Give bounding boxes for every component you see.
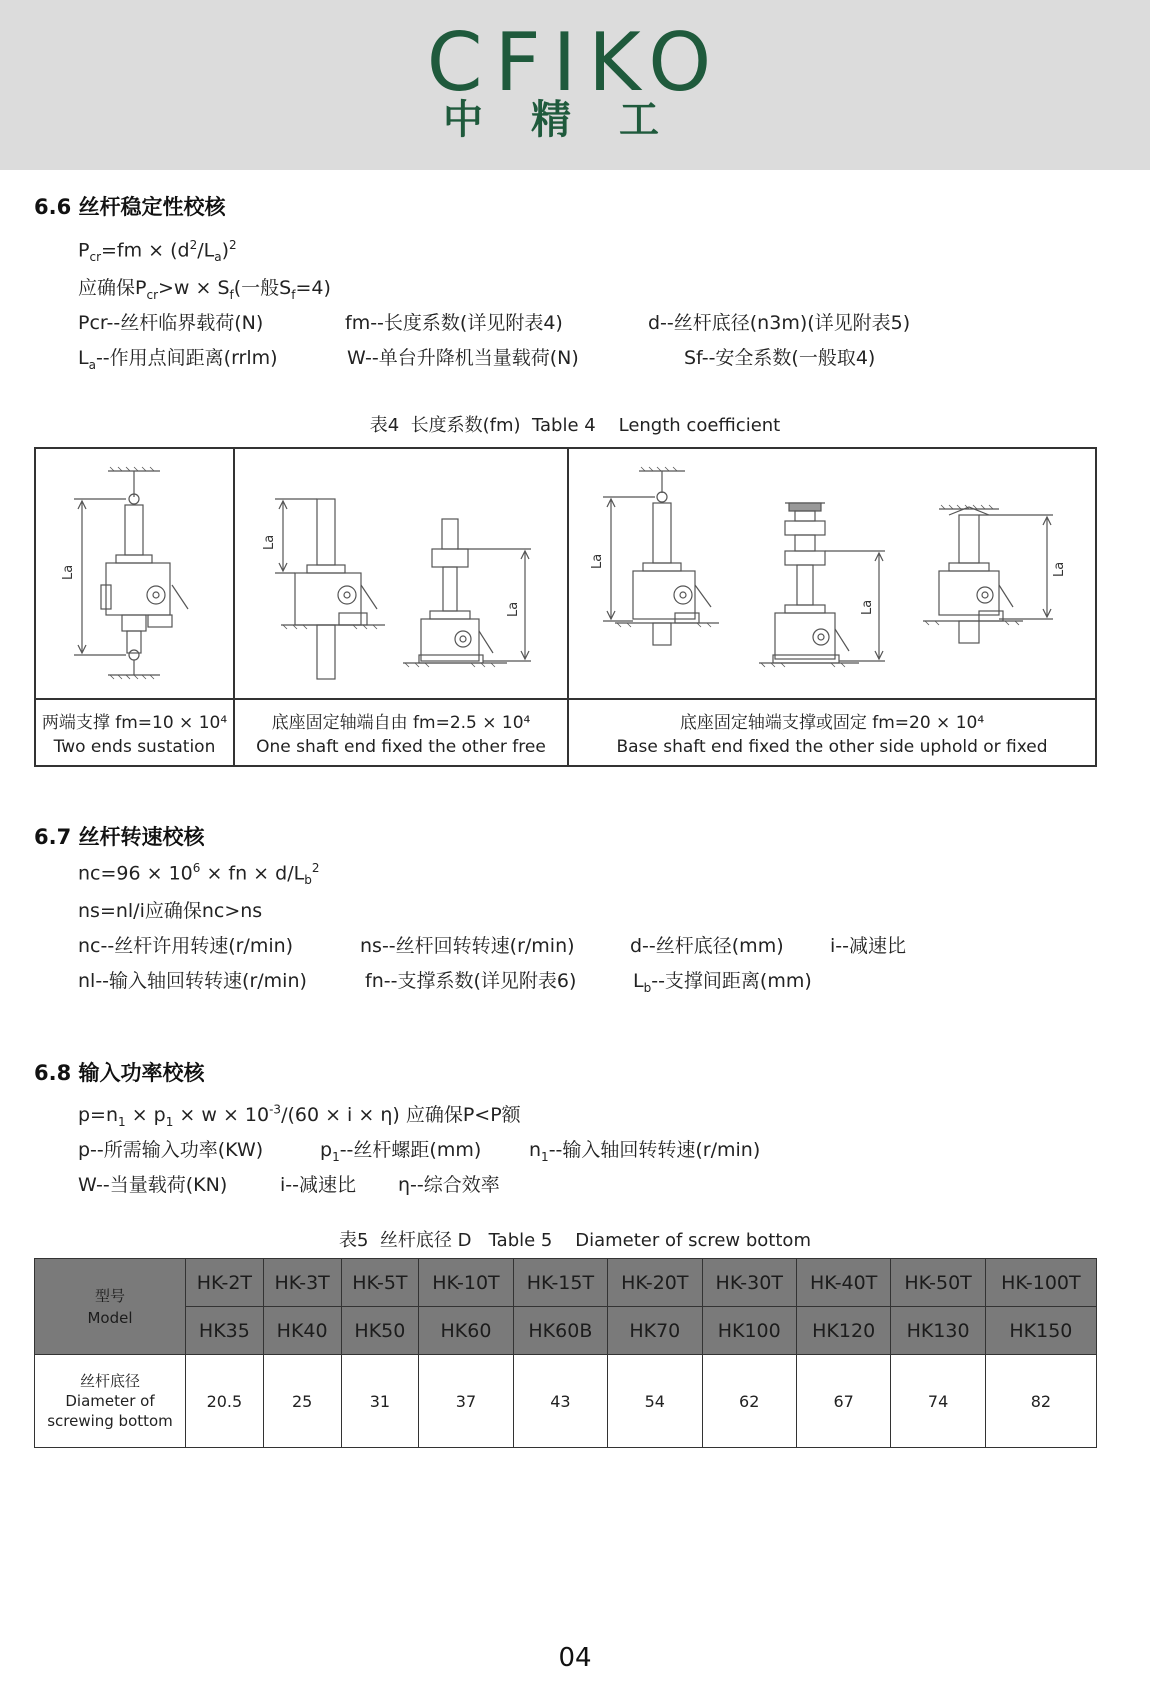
table5-cell: HK-100T (985, 1259, 1096, 1307)
s67-def-i: i--减速比 (830, 935, 906, 957)
la-label: La (262, 534, 277, 550)
s68-def-i: i--减速比 (280, 1174, 356, 1196)
table5-value: 74 (891, 1355, 985, 1448)
diagram-one-end-fixed (235, 449, 567, 697)
table5-cell: HK-10T (419, 1259, 513, 1307)
col1-cn: 两端支撑 fm=10 × 10⁴ (41, 713, 228, 733)
s67-def-nl: nl--输入轴回转转速(r/min) (78, 970, 307, 992)
la-label: La (506, 601, 521, 617)
table5-cell: HK-30T (702, 1259, 796, 1307)
table5-value: 37 (419, 1355, 513, 1448)
table5-cell: HK70 (608, 1307, 702, 1355)
table4-caption: 表4 长度系数(fm) Table 4 Length coefficient (369, 415, 781, 436)
s67-ensure: ns=nl/i应确保nc>ns (78, 900, 263, 922)
col2-en: One shaft end fixed the other free (256, 737, 546, 757)
table5-value: 54 (608, 1355, 702, 1448)
page-header (0, 0, 1150, 170)
s66-def-w: W--单台升降机当量载荷(N) (347, 347, 579, 369)
s68-def-eta: η--综合效率 (398, 1174, 500, 1196)
table5-cell: HK100 (702, 1307, 796, 1355)
table4-col1-caption (36, 711, 233, 759)
s66-def-d: d--丝杆底径(n3m)(详见附表5) (648, 312, 911, 334)
table5-caption: 表5 丝杆底径 D Table 5 Diameter of screw bottom (339, 1230, 811, 1251)
table5 (34, 1258, 1097, 1448)
table5-cell: HK60B (513, 1307, 607, 1355)
table5-cell: HK-40T (796, 1259, 890, 1307)
col3-en: Base shaft end fixed the other side uphold or fixed (616, 737, 1048, 757)
col2-cn: 底座固定轴端自由 fm=2.5 × 10⁴ (271, 713, 531, 733)
section-6-6-title: 6.6 丝杆稳定性校核 (34, 195, 226, 219)
table4-col3-caption (569, 711, 1095, 759)
la-label: La (61, 564, 76, 580)
page-number: 04 (558, 1643, 592, 1673)
s67-def-lb: $L_b--$支撑间距离(mm) (633, 970, 812, 995)
table5-value: 25 (263, 1355, 341, 1448)
table5-cell: HK-5T (341, 1259, 419, 1307)
s68-formula: $p=n_1 \times p_1 \times w \times 10^{-3}/(60 \times i \times \eta)$ 应确保P<P额 (78, 1102, 521, 1129)
table4-divider (36, 698, 1095, 700)
brand-logo-en: CFIKO (426, 16, 724, 109)
table5-row-values (35, 1355, 1097, 1448)
table5-value: 31 (341, 1355, 419, 1448)
s67-def-d: d--丝杆底径(mm) (630, 935, 784, 957)
la-label: La (590, 553, 605, 569)
table5-value: 20.5 (186, 1355, 264, 1448)
diagram-base-fixed-support (569, 449, 1097, 697)
table5-cell: HK-20T (608, 1259, 702, 1307)
table5-cell: HK35 (186, 1307, 264, 1355)
table5-cell: HK-50T (891, 1259, 985, 1307)
table5-value: 67 (796, 1355, 890, 1448)
table5-value-label: 丝杆底径 Diameter of screwing bottom (35, 1355, 186, 1448)
table5-cell: HK120 (796, 1307, 890, 1355)
s67-formula: $nc=96 \times 10^6$ × fn × $d/L_b^2$ (78, 861, 320, 888)
s66-def-la: $L_a--$作用点间距离(rrlm) (78, 347, 278, 372)
table5-value: 62 (702, 1355, 796, 1448)
table5-cell: HK50 (341, 1307, 419, 1355)
table5-model-header: 型号 Model (35, 1259, 186, 1355)
s67-def-fn: fn--支撑系数(详见附表6) (365, 970, 577, 992)
brand-logo-cn: 中精工 (443, 97, 707, 143)
table5-row-model (35, 1259, 1097, 1307)
la-label: La (1052, 561, 1067, 577)
s66-ensure: 应确保$P_{cr}>w \times S_f$(一般$S_f=4$) (78, 277, 331, 302)
s68-def-p: p--所需输入功率(KW) (78, 1139, 264, 1161)
table5-cell: HK-15T (513, 1259, 607, 1307)
diagram-two-ends-support (36, 449, 233, 697)
table5-cell: HK40 (263, 1307, 341, 1355)
table4-col2-caption (235, 711, 567, 759)
s67-def-nc: nc--丝杆许用转速(r/min) (78, 935, 294, 957)
s66-def-fm: fm--长度系数(详见附表4) (345, 312, 563, 334)
s68-def-p1: $p_1--$丝杆螺距(mm) (320, 1139, 482, 1164)
table5-cell: HK150 (985, 1307, 1096, 1355)
col1-en: Two ends sustation (53, 737, 216, 757)
table5-cell: HK60 (419, 1307, 513, 1355)
s66-formula: $P_{cr}=fm \times (d^2/L_a)^2$ (78, 238, 237, 265)
table5-cell: HK130 (891, 1307, 985, 1355)
table5-row-model2 (35, 1307, 1097, 1355)
section-6-8-title: 6.8 输入功率校核 (34, 1061, 205, 1085)
table4 (34, 447, 1097, 767)
s68-def-w: W--当量载荷(KN) (78, 1174, 228, 1196)
table5-cell: HK-2T (186, 1259, 264, 1307)
table5-value: 43 (513, 1355, 607, 1448)
la-label: La (860, 599, 875, 615)
table5-cell: HK-3T (263, 1259, 341, 1307)
s66-def-pcr: Pcr--丝杆临界载荷(N) (78, 312, 264, 334)
s66-def-sf: Sf--安全系数(一般取4) (684, 347, 876, 369)
table5-value: 82 (985, 1355, 1096, 1448)
section-6-7-title: 6.7 丝杆转速校核 (34, 825, 205, 849)
col3-cn: 底座固定轴端支撑或固定 fm=20 × 10⁴ (679, 713, 985, 733)
s67-def-ns: ns--丝杆回转转速(r/min) (360, 935, 575, 957)
s68-def-n1: $n_1--$输入轴回转转速(r/min) (529, 1139, 761, 1164)
